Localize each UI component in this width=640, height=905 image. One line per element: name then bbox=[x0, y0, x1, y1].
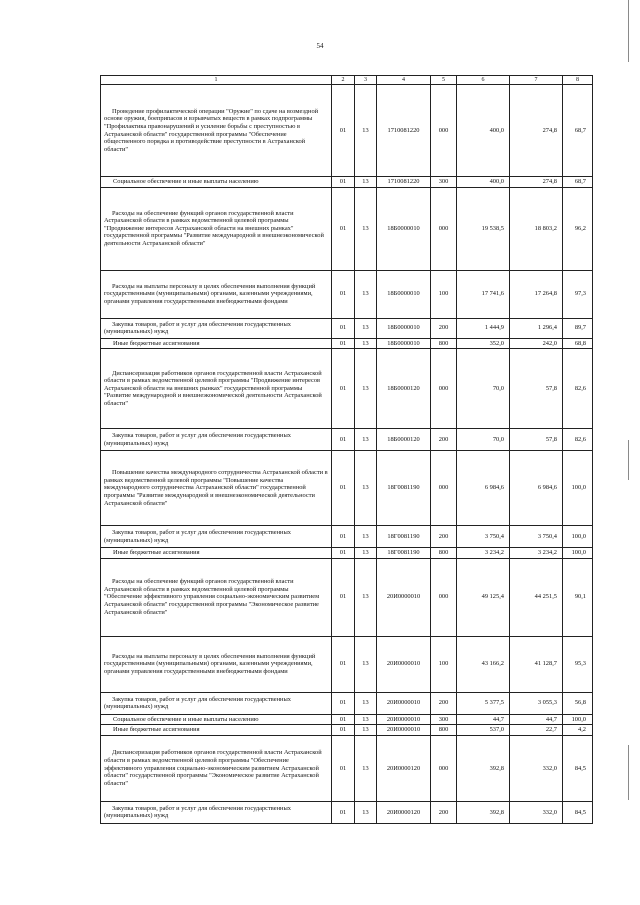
table-row bbox=[101, 526, 593, 548]
expense-name: Социальное обеспечение и иные выплаты населению bbox=[101, 177, 332, 188]
section-code: 01 bbox=[332, 725, 355, 736]
table-row bbox=[101, 801, 593, 823]
subsection-code: 13 bbox=[355, 692, 377, 714]
actual-amount: 17 264,8 bbox=[510, 270, 563, 318]
section-code: 01 bbox=[332, 85, 355, 177]
target-article-code: 20И0000120 bbox=[377, 801, 431, 823]
subsection-code: 13 bbox=[355, 558, 377, 636]
header-cell: 1 bbox=[101, 76, 332, 85]
subsection-code: 13 bbox=[355, 725, 377, 736]
expense-type-code: 200 bbox=[431, 318, 457, 338]
page-number: 54 bbox=[316, 42, 324, 50]
execution-percent: 97,3 bbox=[563, 270, 593, 318]
planned-amount: 19 538,5 bbox=[457, 187, 510, 270]
expense-name: Повышение качества международного сотрудничества Астраханской области в рамках ведомственной целевой программы "Повышение качества международного сотрудничества Астраханской области" государственной программы "Развитие международной и внешнеэкономической деятельности Астраханской области" bbox=[101, 451, 332, 526]
actual-amount: 274,8 bbox=[510, 177, 563, 188]
section-code: 01 bbox=[332, 187, 355, 270]
table-row bbox=[101, 451, 593, 526]
expense-type-code: 000 bbox=[431, 85, 457, 177]
section-code: 01 bbox=[332, 636, 355, 692]
expense-type-code: 100 bbox=[431, 636, 457, 692]
table-row bbox=[101, 85, 593, 177]
section-code: 01 bbox=[332, 177, 355, 188]
subsection-code: 13 bbox=[355, 187, 377, 270]
planned-amount: 400,0 bbox=[457, 85, 510, 177]
execution-percent: 82,6 bbox=[563, 349, 593, 429]
target-article-code: 20И0000120 bbox=[377, 735, 431, 801]
section-code: 01 bbox=[332, 270, 355, 318]
section-code: 01 bbox=[332, 735, 355, 801]
budget-expenditure-table bbox=[100, 75, 593, 824]
execution-percent: 100,0 bbox=[563, 451, 593, 526]
table-row bbox=[101, 318, 593, 338]
actual-amount: 1 296,4 bbox=[510, 318, 563, 338]
expense-type-code: 800 bbox=[431, 725, 457, 736]
expense-name: Иные бюджетные ассигнования bbox=[101, 725, 332, 736]
table-row bbox=[101, 177, 593, 188]
table-row bbox=[101, 636, 593, 692]
execution-percent: 68,8 bbox=[563, 338, 593, 349]
expense-type-code: 000 bbox=[431, 349, 457, 429]
table-row bbox=[101, 714, 593, 725]
execution-percent: 84,5 bbox=[563, 801, 593, 823]
header-cell: 3 bbox=[355, 76, 377, 85]
table-row bbox=[101, 725, 593, 736]
expense-type-code: 000 bbox=[431, 558, 457, 636]
actual-amount: 18 803,2 bbox=[510, 187, 563, 270]
actual-amount: 3 234,2 bbox=[510, 548, 563, 559]
expense-name: Расходы на обеспечение функций органов государственной власти Астраханской области в рамках ведомственной целевой программы "Обеспечение эффективного управления социально-экономическим развитием Астраханской области" государственной программы "Экономическое развитие Астраханской области" bbox=[101, 558, 332, 636]
planned-amount: 400,0 bbox=[457, 177, 510, 188]
target-article-code: 20И0000010 bbox=[377, 558, 431, 636]
target-article-code: 18Б0000120 bbox=[377, 429, 431, 451]
execution-percent: 4,2 bbox=[563, 725, 593, 736]
subsection-code: 13 bbox=[355, 636, 377, 692]
actual-amount: 41 128,7 bbox=[510, 636, 563, 692]
section-code: 01 bbox=[332, 349, 355, 429]
section-code: 01 bbox=[332, 692, 355, 714]
subsection-code: 13 bbox=[355, 526, 377, 548]
section-code: 01 bbox=[332, 548, 355, 559]
header-cell: 4 bbox=[377, 76, 431, 85]
planned-amount: 3 234,2 bbox=[457, 548, 510, 559]
execution-percent: 84,5 bbox=[563, 735, 593, 801]
planned-amount: 70,0 bbox=[457, 429, 510, 451]
planned-amount: 352,0 bbox=[457, 338, 510, 349]
expense-type-code: 200 bbox=[431, 429, 457, 451]
subsection-code: 13 bbox=[355, 429, 377, 451]
actual-amount: 332,0 bbox=[510, 801, 563, 823]
execution-percent: 90,1 bbox=[563, 558, 593, 636]
table-row bbox=[101, 558, 593, 636]
expense-name: Расходы на обеспечение функций органов государственной власти Астраханской области в рамках ведомственной целевой программы "Продвижение интересов Астраханской области на внешних рынках" государственной программы "Развитие международной и внешнеэкономической деятельности Астраханской области" bbox=[101, 187, 332, 270]
header-cell: 8 bbox=[563, 76, 593, 85]
section-code: 01 bbox=[332, 801, 355, 823]
execution-percent: 82,6 bbox=[563, 429, 593, 451]
actual-amount: 57,8 bbox=[510, 349, 563, 429]
expense-type-code: 300 bbox=[431, 177, 457, 188]
actual-amount: 274,8 bbox=[510, 85, 563, 177]
scan-margin-mark bbox=[628, 0, 629, 62]
subsection-code: 13 bbox=[355, 177, 377, 188]
header-cell: 5 bbox=[431, 76, 457, 85]
subsection-code: 13 bbox=[355, 735, 377, 801]
target-article-code: 18Г0081190 bbox=[377, 526, 431, 548]
table-row bbox=[101, 429, 593, 451]
planned-amount: 44,7 bbox=[457, 714, 510, 725]
expense-type-code: 200 bbox=[431, 526, 457, 548]
expense-name: Диспансеризация работников органов государственной власти Астраханской области в рамках ведомственной целевой программы "Обеспечение эффективного управления социально-экономическим развитием Астраханской области" государственной программы "Экономическое развитие Астраханской области" bbox=[101, 735, 332, 801]
expense-type-code: 000 bbox=[431, 187, 457, 270]
expense-name: Закупка товаров, работ и услуг для обеспечения государственных (муниципальных) нужд bbox=[101, 429, 332, 451]
planned-amount: 49 125,4 bbox=[457, 558, 510, 636]
actual-amount: 3 055,3 bbox=[510, 692, 563, 714]
expense-name: Закупка товаров, работ и услуг для обеспечения государственных (муниципальных) нужд bbox=[101, 526, 332, 548]
planned-amount: 70,0 bbox=[457, 349, 510, 429]
planned-amount: 5 377,5 bbox=[457, 692, 510, 714]
actual-amount: 332,0 bbox=[510, 735, 563, 801]
execution-percent: 68,7 bbox=[563, 85, 593, 177]
target-article-code: 18Б0000010 bbox=[377, 338, 431, 349]
subsection-code: 13 bbox=[355, 318, 377, 338]
expense-type-code: 200 bbox=[431, 692, 457, 714]
expense-type-code: 000 bbox=[431, 735, 457, 801]
table-row bbox=[101, 692, 593, 714]
expense-name: Расходы на выплаты персоналу в целях обеспечения выполнения функций государственными (муниципальными) органами, казенными учреждениями, органами управления государственными внебюджетными фондами bbox=[101, 636, 332, 692]
scan-margin-mark bbox=[628, 440, 629, 480]
target-article-code: 18Б0000010 bbox=[377, 318, 431, 338]
section-code: 01 bbox=[332, 318, 355, 338]
section-code: 01 bbox=[332, 714, 355, 725]
expense-name: Закупка товаров, работ и услуг для обеспечения государственных (муниципальных) нужд bbox=[101, 692, 332, 714]
expense-name: Иные бюджетные ассигнования bbox=[101, 548, 332, 559]
actual-amount: 6 984,6 bbox=[510, 451, 563, 526]
subsection-code: 13 bbox=[355, 338, 377, 349]
expense-type-code: 100 bbox=[431, 270, 457, 318]
header-cell: 6 bbox=[457, 76, 510, 85]
target-article-code: 20И0000010 bbox=[377, 636, 431, 692]
target-article-code: 20И0000010 bbox=[377, 725, 431, 736]
expense-name: Расходы на выплаты персоналу в целях обеспечения выполнения функций государственными (муниципальными) органами, казенными учреждениями, органами управления государственными внебюджетными фондами bbox=[101, 270, 332, 318]
section-code: 01 bbox=[332, 526, 355, 548]
actual-amount: 22,7 bbox=[510, 725, 563, 736]
planned-amount: 6 984,6 bbox=[457, 451, 510, 526]
expense-name: Закупка товаров, работ и услуг для обеспечения государственных (муниципальных) нужд bbox=[101, 801, 332, 823]
header-cell: 2 bbox=[332, 76, 355, 85]
actual-amount: 242,0 bbox=[510, 338, 563, 349]
expense-name: Проведение профилактической операции "Оружие" по сдаче на возмездной основе оружия, боеприпасов и взрывчатых веществ в рамках подпрограммы "Профилактика правонарушений и усиление борьбы с преступностью в Астраханской области" государственной программы "Обеспечение общественного порядка и противодействие преступности в Астраханской области" bbox=[101, 85, 332, 177]
target-article-code: 18Б0000010 bbox=[377, 270, 431, 318]
expense-type-code: 300 bbox=[431, 714, 457, 725]
target-article-code: 18Б0000120 bbox=[377, 349, 431, 429]
target-article-code: 1710081220 bbox=[377, 85, 431, 177]
execution-percent: 100,0 bbox=[563, 526, 593, 548]
execution-percent: 96,2 bbox=[563, 187, 593, 270]
expense-type-code: 800 bbox=[431, 548, 457, 559]
target-article-code: 18Б0000010 bbox=[377, 187, 431, 270]
table-header-row bbox=[101, 76, 593, 85]
table-row bbox=[101, 349, 593, 429]
execution-percent: 95,3 bbox=[563, 636, 593, 692]
subsection-code: 13 bbox=[355, 451, 377, 526]
expense-name: Социальное обеспечение и иные выплаты населению bbox=[101, 714, 332, 725]
planned-amount: 43 166,2 bbox=[457, 636, 510, 692]
expense-name: Иные бюджетные ассигнования bbox=[101, 338, 332, 349]
scan-margin-mark bbox=[628, 745, 629, 800]
expense-type-code: 000 bbox=[431, 451, 457, 526]
execution-percent: 100,0 bbox=[563, 714, 593, 725]
subsection-code: 13 bbox=[355, 548, 377, 559]
section-code: 01 bbox=[332, 558, 355, 636]
target-article-code: 20И0000010 bbox=[377, 692, 431, 714]
table-row bbox=[101, 270, 593, 318]
table-row bbox=[101, 187, 593, 270]
expense-name: Закупка товаров, работ и услуг для обеспечения государственных (муниципальных) нужд bbox=[101, 318, 332, 338]
expense-type-code: 200 bbox=[431, 801, 457, 823]
subsection-code: 13 bbox=[355, 714, 377, 725]
table-row bbox=[101, 548, 593, 559]
actual-amount: 57,8 bbox=[510, 429, 563, 451]
expense-type-code: 800 bbox=[431, 338, 457, 349]
execution-percent: 100,0 bbox=[563, 548, 593, 559]
planned-amount: 3 750,4 bbox=[457, 526, 510, 548]
section-code: 01 bbox=[332, 451, 355, 526]
expense-name: Диспансеризация работников органов государственной власти Астраханской области в рамках ведомственной целевой программы "Продвижение интересов Астраханской области на внешних рынках" государственной программы "Развитие международной и внешнеэкономической деятельности Астраханской области" bbox=[101, 349, 332, 429]
actual-amount: 44 251,5 bbox=[510, 558, 563, 636]
target-article-code: 18Г0081190 bbox=[377, 451, 431, 526]
table-row bbox=[101, 735, 593, 801]
subsection-code: 13 bbox=[355, 85, 377, 177]
section-code: 01 bbox=[332, 338, 355, 349]
planned-amount: 17 741,6 bbox=[457, 270, 510, 318]
subsection-code: 13 bbox=[355, 270, 377, 318]
subsection-code: 13 bbox=[355, 801, 377, 823]
planned-amount: 1 444,9 bbox=[457, 318, 510, 338]
execution-percent: 56,8 bbox=[563, 692, 593, 714]
target-article-code: 1710081220 bbox=[377, 177, 431, 188]
subsection-code: 13 bbox=[355, 349, 377, 429]
header-cell: 7 bbox=[510, 76, 563, 85]
target-article-code: 20И0000010 bbox=[377, 714, 431, 725]
target-article-code: 18Г0081190 bbox=[377, 548, 431, 559]
actual-amount: 3 750,4 bbox=[510, 526, 563, 548]
execution-percent: 68,7 bbox=[563, 177, 593, 188]
actual-amount: 44,7 bbox=[510, 714, 563, 725]
table-row bbox=[101, 338, 593, 349]
planned-amount: 392,8 bbox=[457, 735, 510, 801]
section-code: 01 bbox=[332, 429, 355, 451]
execution-percent: 89,7 bbox=[563, 318, 593, 338]
planned-amount: 537,0 bbox=[457, 725, 510, 736]
planned-amount: 392,8 bbox=[457, 801, 510, 823]
